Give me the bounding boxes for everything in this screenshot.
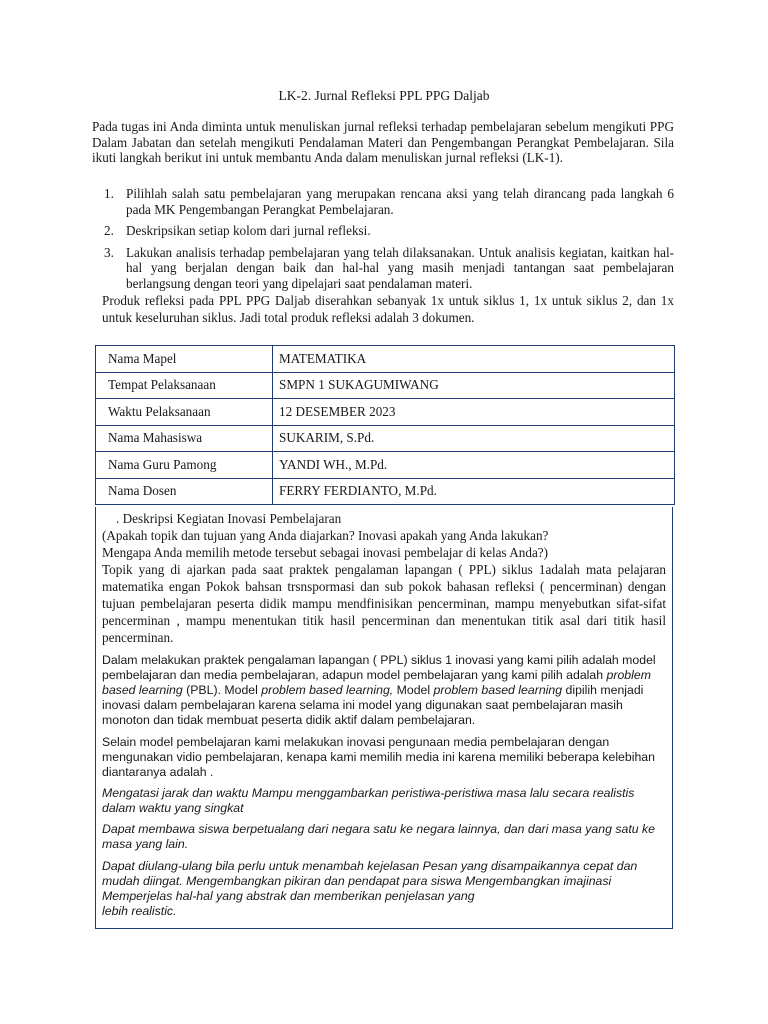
advantage-item: lebih realistic. [102, 904, 177, 918]
model-paragraph [102, 653, 666, 728]
advantage-item: Mengatasi jarak dan waktu Mampu menggambarkan peristiwa-peristiwa masa lalu secara realistis dalam waktu yang singkat [102, 786, 635, 815]
list-text: Lakukan analisis terhadap pembelajaran yang telah dilaksanakan. Untuk analisis kegiatan, kaitkan hal-hal yang berjalan dengan baik dan hal-hal yang masih menjadi tantangan saat pembelajaran berlangsung dengan teori yang dipelajari saat pendalaman materi. [126, 244, 674, 291]
list-item [104, 245, 674, 292]
text-run: Model [393, 683, 434, 697]
info-value: YANDI WH., M.Pd. [273, 452, 675, 479]
info-label: Waktu Pelaksanaan [96, 399, 273, 426]
question-text: Mengapa Anda memilih metode tersebut sebagai inovasi pembelajar di kelas Anda?) [102, 545, 549, 560]
question-text: (Apakah topik dan tujuan yang Anda diajarkan? Inovasi apakah yang Anda lakukan? [102, 528, 549, 543]
advantage-item: Dapat diulang-ulang bila perlu untuk menambah kejelasan Pesan yang disampaikannya cepat dan mudah diingat. Mengembangkan pikiran dan pendapat para siswa Mengembangkan imajinasi Memperjelas hal-hal yang abstrak dan memberikan penjelasan yang [102, 859, 638, 903]
topic-paragraph: Topik yang di ajarkan pada saat praktek pengalaman lapangan ( PPL) siklus 1adalah mata pelajaran matematika engan Pokok bahsan trsnspormasi dan sub pokok bahasan refleksi ( pencerminan) dengan tujuan pembelajaran peserta didik mampu mendfinisikan pencerminan, mampu menyebutkan sifat-sifat pencerminan , mampu menentukan titik hasil pencerminan dan menentukan titik asal dari titik hasil pencerminan. [102, 562, 666, 645]
info-label: Nama Dosen [96, 478, 273, 505]
list-number: 3. [104, 244, 114, 260]
table-row [96, 346, 675, 373]
advantage-item: Dapat membawa siswa berpetualang dari negara satu ke negara lainnya, dan dari masa yang satu ke masa yang lain. [102, 822, 656, 851]
produk-paragraph: Produk refleksi pada PPL PPG Daljab diserahkan sebanyak 1x untuk siklus 1, 1x untuk siklus 2, dan 1x untuk keseluruhan siklus. Jadi total produk refleksi adalah 3 dokumen. [102, 293, 674, 325]
info-value: SMPN 1 SUKAGUMIWANG [273, 372, 675, 399]
media-paragraph: Selain model pembelajaran kami melakukan inovasi pengunaan media pembelajaran dengan mengunakan vidio pembelajaran, kenapa kami memilih media ini karena memiliki beberapa kelebihan diantaranya adalah . [102, 735, 655, 779]
list-item [104, 186, 674, 217]
info-value: 12 DESEMBER 2023 [273, 399, 675, 426]
list-number: 2. [104, 223, 114, 238]
steps-list [104, 186, 674, 297]
list-item [104, 223, 674, 239]
info-label: Nama Guru Pamong [96, 452, 273, 479]
info-value: FERRY FERDIANTO, M.Pd. [273, 478, 675, 505]
table-row [96, 452, 675, 479]
info-table [95, 345, 675, 505]
text-run-italic: problem based learning [102, 668, 651, 697]
text-run-italic: problem based learning, [261, 683, 394, 697]
text-run-italic: problem based learning [433, 683, 563, 697]
table-row [96, 399, 675, 426]
table-row [96, 478, 675, 505]
text-run: dipilih menjadi inovasi dalam pembelajaran karena selama ini model yang digunakan saat pembelajaran masih monoton dan tidak membuat peserta didik aktif dalam pembelajaran. [102, 683, 644, 727]
description-box [95, 507, 673, 929]
text-run: (PBL). Model [182, 683, 262, 697]
document-title: LK-2. Jurnal Refleksi PPL PPG Daljab [278, 88, 490, 103]
section-heading: . Deskripsi Kegiatan Inovasi Pembelajaran [116, 511, 342, 526]
table-row [96, 425, 675, 452]
info-value: SUKARIM, S.Pd. [273, 425, 675, 452]
list-text: Pilihlah salah satu pembelajaran yang merupakan rencana aksi yang telah dirancang pada langkah 6 pada MK Pengembangan Perangkat Pembelajaran. [126, 186, 674, 217]
info-label: Nama Mahasiswa [96, 425, 273, 452]
list-text: Deskripsikan setiap kolom dari jurnal refleksi. [126, 223, 371, 238]
intro-paragraph: Pada tugas ini Anda diminta untuk menuliskan jurnal refleksi terhadap pembelajaran sebelum mengikuti PPG Dalam Jabatan dan setelah mengikuti Pendalaman Materi dan Pengembangan Perangkat Pembelajaran. Sila ikuti langkah berikut ini untuk membantu Anda dalam menuliskan jurnal refleksi (LK-1). [92, 119, 674, 165]
table-row [96, 372, 675, 399]
info-value: MATEMATIKA [273, 346, 675, 373]
list-number: 1. [104, 186, 114, 201]
info-label: Tempat Pelaksanaan [96, 372, 273, 399]
info-label: Nama Mapel [96, 346, 273, 373]
text-run: Dalam melakukan praktek pengalaman lapangan ( PPL) siklus 1 inovasi yang kami pilih adalah model pembelajaran dan media pembelajaran, adapun model pembelajaran yang kami pilih adalah [102, 653, 656, 682]
